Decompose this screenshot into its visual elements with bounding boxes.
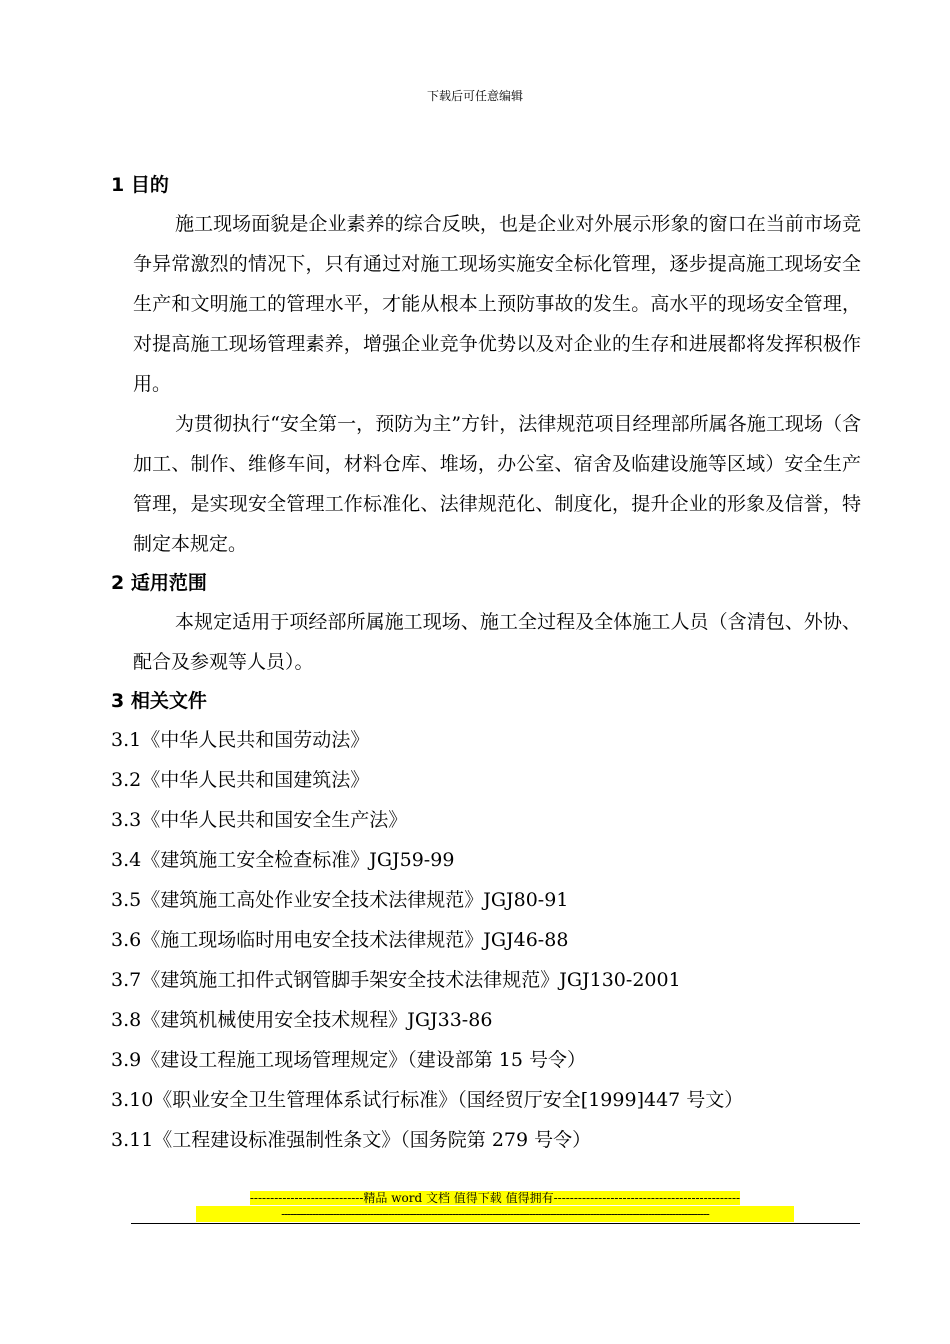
reference-item: 3.10《职业安全卫生管理体系试行标准》（国经贸厅安全[1999]447 号文） xyxy=(111,1089,744,1111)
section-heading-scope: 2 适用范围 xyxy=(111,572,207,594)
paragraph: 施工现场面貌是企业素养的综合反映，也是企业对外展示形象的窗口在当前市场竞争异常激烈的情况下，只有通过对施工现场实施安全标化管理，逐步提高施工现场安全生产和文明施工的管理水平，才能从根本上预防事故的发生。高水平的现场安全管理，对提高施工现场管理素养，增强企业竞争优势以及对企业的生存和进展都将发挥积极作用。 xyxy=(133,213,861,395)
section-heading-purpose: 1 目的 xyxy=(111,174,169,196)
reference-item: 3.7《建筑施工扣件式钢管脚手架安全技术法律规范》JGJ130-2001 xyxy=(111,969,681,991)
reference-item: 3.11《工程建设标准强制性条文》（国务院第 279 号令） xyxy=(111,1129,592,1151)
footer-rule xyxy=(131,1223,860,1224)
reference-item: 3.1《中华人民共和国劳动法》 xyxy=(111,729,370,751)
reference-item: 3.3《中华人民共和国安全生产法》 xyxy=(111,809,408,831)
page-header: 下载后可任意编辑 xyxy=(426,89,523,103)
reference-item: 3.8《建筑机械使用安全技术规程》JGJ33-86 xyxy=(111,1009,493,1031)
footer-watermark-banner xyxy=(196,1190,794,1222)
reference-item: 3.9《建设工程施工现场管理规定》（建设部第 15 号令） xyxy=(111,1049,586,1071)
reference-item: 3.2《中华人民共和国建筑法》 xyxy=(111,769,370,791)
reference-item: 3.5《建筑施工高处作业安全技术法律规范》JGJ80-91 xyxy=(111,889,569,911)
footer-banner-text: ----------------------------精品 word 文档 值得下载 值得拥有---------------------------------------------- xyxy=(249,1191,741,1205)
footer-dashes: -------------------------------------------------------------------------------------------------------------------------------------------- xyxy=(196,1206,794,1222)
reference-item: 3.4《建筑施工安全检查标准》JGJ59-99 xyxy=(111,849,455,871)
section-heading-related-documents: 3 相关文件 xyxy=(111,690,207,712)
paragraph: 本规定适用于项经部所属施工现场、施工全过程及全体施工人员（含清包、外协、配合及参观等人员）。 xyxy=(133,611,861,673)
document-body xyxy=(111,166,861,1160)
reference-item: 3.6《施工现场临时用电安全技术法律规范》JGJ46-88 xyxy=(111,929,569,951)
paragraph: 为贯彻执行“安全第一，预防为主”方针，法律规范项目经理部所属各施工现场（含加工、制作、维修车间，材料仓库、堆场，办公室、宿舍及临建设施等区域）安全生产管理，是实现安全管理工作标准化、法律规范化、制度化，提升企业的形象及信誉，特制定本规定。 xyxy=(133,413,861,555)
